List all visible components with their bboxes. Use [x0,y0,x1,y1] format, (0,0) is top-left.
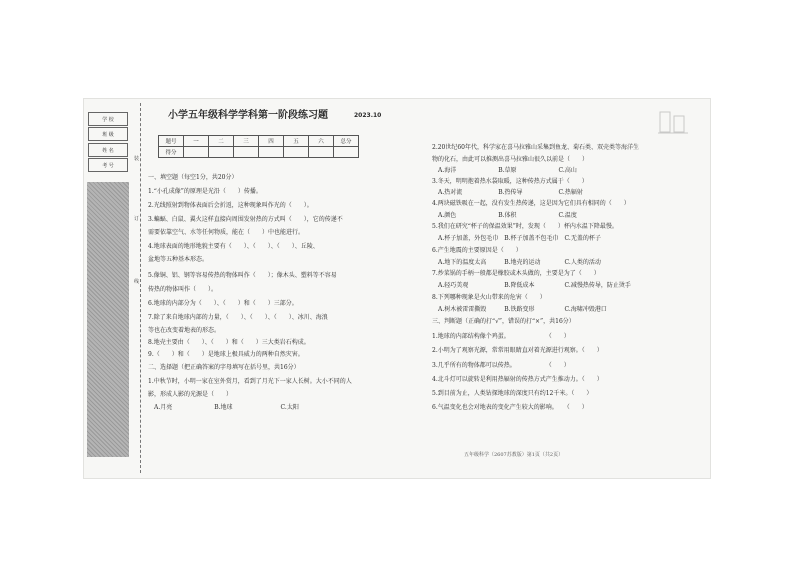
question-line: 3.几乎所有的物体都可以传热。 （ ） [432,362,570,369]
question-line: 4.地球表面的地形地貌主要有（ ）、（ ）、（ ）、丘陵、 [148,243,319,250]
score-header-cell: 四 [259,136,284,147]
section-heading: 一、填空题（每空1分，共20分） [148,174,238,181]
binding-char-2: 订 [134,216,140,222]
score-header-row [159,136,359,147]
question-line: 8.地壳主要由（ ）、（ ）和（ ）三大类岩石构成。 [148,339,310,346]
question-line: 2.小明为了观察光源，常常用眼睛直对着光源进行观察。（ ） [432,347,603,354]
question-line: 物的化石，由此可以推测出喜马拉雅山很久以前是（ ） [432,156,589,163]
page-title: 小学五年级科学学科第一阶段练习题 [168,110,328,121]
question-line: 5.像铜、铝、钢等容易传热的物体叫作（ ）；像木头、塑料等不容易 [148,272,337,279]
binding-line [140,103,141,473]
question-line: 3.冬天，明明抱着热水袋取暖，这种传热方式属于（ ） [432,178,588,185]
binding-strip [87,182,129,457]
score-header-cell: 题号 [159,136,184,147]
score-header-cell: 一 [184,136,209,147]
question-line: 4.北斗灯可以旋转是利用热辐射的传热方式产生推动力。（ ） [432,376,603,383]
section-heading: 三、判断题（正确的打“√”，错误的打“×”，共16分） [432,318,575,325]
question-line: 9.（ ）和（ ）是地球上极具威力的两种自然灾害。 [148,351,304,358]
school-field: 学 校 [88,112,128,126]
score-cell[interactable] [209,147,234,158]
answer-options: A.月亮 B.地球 C.太阳 [154,404,299,411]
score-header-cell: 总分 [334,136,359,147]
question-line: 1.中秋节时，小明一家在室外赏月，看到了月光下一家人长树。大小不同的人 [148,378,352,385]
answer-options: A.热对流 B.热传导 C.热辐射 [438,189,583,196]
question-line: 8.下列哪种现象是火山带来的危害（ ） [432,294,546,301]
score-cell[interactable] [184,147,209,158]
answer-options: A.海洋 B.草原 C.高山 [438,167,577,174]
score-cell[interactable] [234,147,259,158]
binding-char-1: 装 [134,156,140,162]
question-line: 6.产生地震的主要原因是（ ） [432,247,522,254]
score-header-cell: 二 [209,136,234,147]
question-line: 1.地球的内部结构像个鸡蛋。 （ ） [432,333,570,340]
page-footer: 五年级科学（2607苏教版）第1页（共2页） [464,452,564,458]
question-line: 3.蝙蝠、白鼠、翼火这样直接向周围发射热的方式叫（ ），它的传递不 [148,216,343,223]
score-cell[interactable] [284,147,309,158]
score-cell[interactable] [259,147,284,158]
question-line: 盆地等五种基本形态。 [148,256,209,263]
exam-date: 2023.10 [354,112,382,119]
exam-number-field: 考 号 [88,158,128,172]
score-value-row [159,147,359,158]
question-line: 5.我们在研究“杯子的保温效果”时，发现（ ）杯内水温下降最慢。 [432,223,618,230]
question-line: 传热的物体叫作（ ）。 [148,286,218,293]
name-field: 姓 名 [88,143,128,157]
answer-options: A.颜色 B.体积 C.温度 [438,212,577,219]
binding-char-3: 线 [134,279,140,285]
beaker-illustration-icon [654,106,690,136]
question-line: 影，形成人影的光源是（ ） [148,391,233,398]
question-line: 7.炒菜锅的手柄一般都是橡胶或木头做的，主要是为了（ ） [432,270,600,277]
question-line: 等也在改变着地表的形态。 [148,327,221,334]
score-header-cell: 六 [309,136,334,147]
score-header-cell: 三 [234,136,259,147]
score-header-cell: 五 [284,136,309,147]
question-line: 7.除了来自地球内部的力量，（ ）、（ ）、（ ）、冰川、海浪 [148,314,328,321]
answer-options: A.树木被雷雷撕毁 B.铁路变形 C.海啸冲毁港口 [438,306,607,313]
answer-options: A.轻巧美观 B.降低成本 C.减慢热传导，防止烫手 [438,282,631,289]
question-line: 2.光线照射到物体表面后会折返，这种现象叫作光的（ ）。 [148,202,313,209]
question-line: 6.气温变化也会对地表的变化产生较大的影响。 （ ） [432,404,588,411]
score-table [158,135,359,158]
question-line: 6.地球的内部分为（ ）、（ ）和（ ）三部分。 [148,300,298,307]
section-heading: 二、选择题（把正确答案的字母填写在括号里，共16分） [148,364,300,371]
question-line: 需要依靠空气、水等任何物质，能在（ ）中也能进行。 [148,229,305,236]
class-field: 班 级 [88,127,128,141]
question-line: 5.到目前为止，人类钻探地球的深度只有约12千米。（ ） [432,390,593,397]
question-line: 4.两块磁铁吸在一起，没有发生热传递，这是因为它们具有相同的（ ） [432,200,630,207]
question-line: 2.20世纪60年代，科学家在喜马拉雅山采集到鱼龙、菊石类、双壳类等海洋生 [432,144,639,151]
score-row-label: 得分 [159,147,184,158]
score-cell[interactable] [334,147,359,158]
answer-options: A.地下的温度太高 B.地壳的运动 C.人类的活动 [438,259,601,266]
question-line: 1.“小孔成像”的原理是光沿（ ）传播。 [148,188,262,195]
score-cell[interactable] [309,147,334,158]
answer-options: A.杯子加盖，外包毛巾 B.杯子加盖不包毛巾 C.无盖的杯子 [438,235,601,242]
